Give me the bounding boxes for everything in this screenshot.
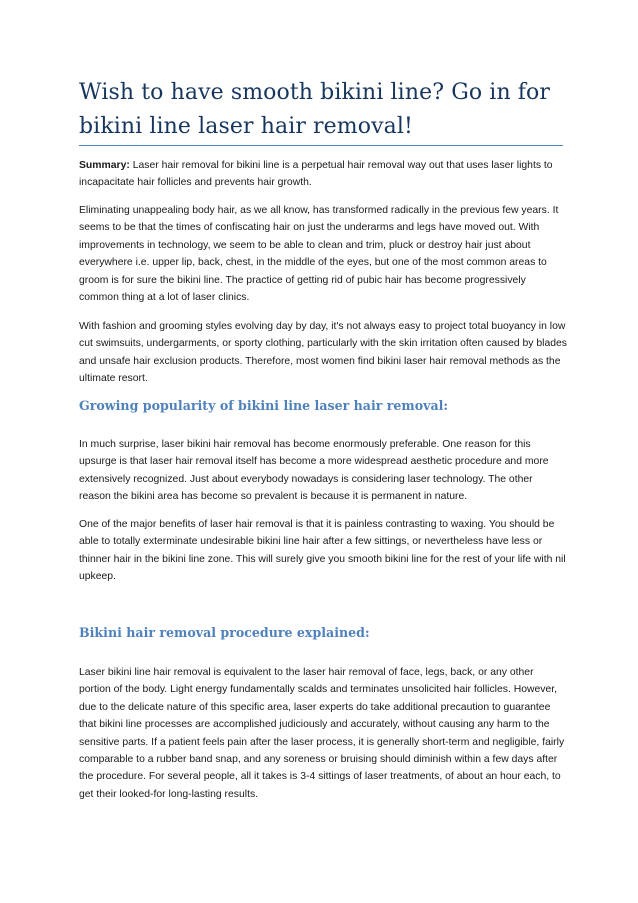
document-title: Wish to have smooth bikini line? Go in for bikini line laser hair removal! [79,80,551,139]
summary-label: Summary: [79,160,130,171]
section-heading-procedure: Bikini hair removal procedure explained: [79,625,370,640]
section-heading-popularity: Growing popularity of bikini line laser hair removal: [79,398,449,413]
popularity-paragraph-2: One of the major benefits of laser hair removal is that it is painless contrasting to waxing. You should be able to totally exterminate undesirable bikini line hair after a few sittings, or nevertheless have less or thinner hair in the bikini line zone. This will surely give you smooth bikini line for the rest of your life with nil upkeep. [79,519,566,583]
procedure-paragraph-1: Laser bikini line hair removal is equivalent to the laser hair removal of face, legs, back, or any other portion of the body. Light energy fundamentally scalds and terminates unsolicited hair follicles. However, due to the delicate nature of this specific area, laser experts do take additional precaution to guarantee that bikini line processes are accomplished judiciously and accurately, without causing any harm to the sensitive parts. If a patient feels pain after the laser process, it is generally short-term and negligible, fairly comparable to a rubber band snap, and any soreness or bruising should diminish within a few days after the procedure. For several people, all it takes is 3-4 sittings of laser treatments, of about an hour each, to get their looked-for long-lasting results. [79,667,565,800]
title-underline [79,145,563,146]
summary-paragraph [79,157,567,192]
summary-text: Laser hair removal for bikini line is a perpetual hair removal way out that uses laser lights to incapacitate hair follicles and prevents hair growth. [79,160,553,189]
intro-paragraph-1: Eliminating unappealing body hair, as we all know, has transformed radically in the previous few years. It seems to be that the times of confiscating hair on just the underarms and legs have moved out. With improvements in technology, we seem to be able to clean and trim, pluck or destroy hair just about everywhere i.e. upper lip, back, chest, in the middle of the eyes, but one of the most common areas to groom is for sure the bikini line. The practice of getting rid of pubic hair has become progressively common thing at a lot of laser clinics. [79,205,559,304]
popularity-paragraph-1: In much surprise, laser bikini hair removal has become enormously preferable. One reason for this upsurge is that laser hair removal itself has become a more widespread aesthetic procedure and more extensively recognized. Just about everybody nowadays is considering laser technology. The other reason the bikini area has become so prevalent is because it is permanent in nature. [79,439,549,503]
intro-paragraph-2: With fashion and grooming styles evolving day by day, it's not always easy to project total buoyancy in low cut swimsuits, undergarments, or sporty clothing, particularly with the skin irritation often caused by blades and unsafe hair exclusion products. Therefore, most women find bikini laser hair removal methods as the ultimate resort. [79,321,568,385]
